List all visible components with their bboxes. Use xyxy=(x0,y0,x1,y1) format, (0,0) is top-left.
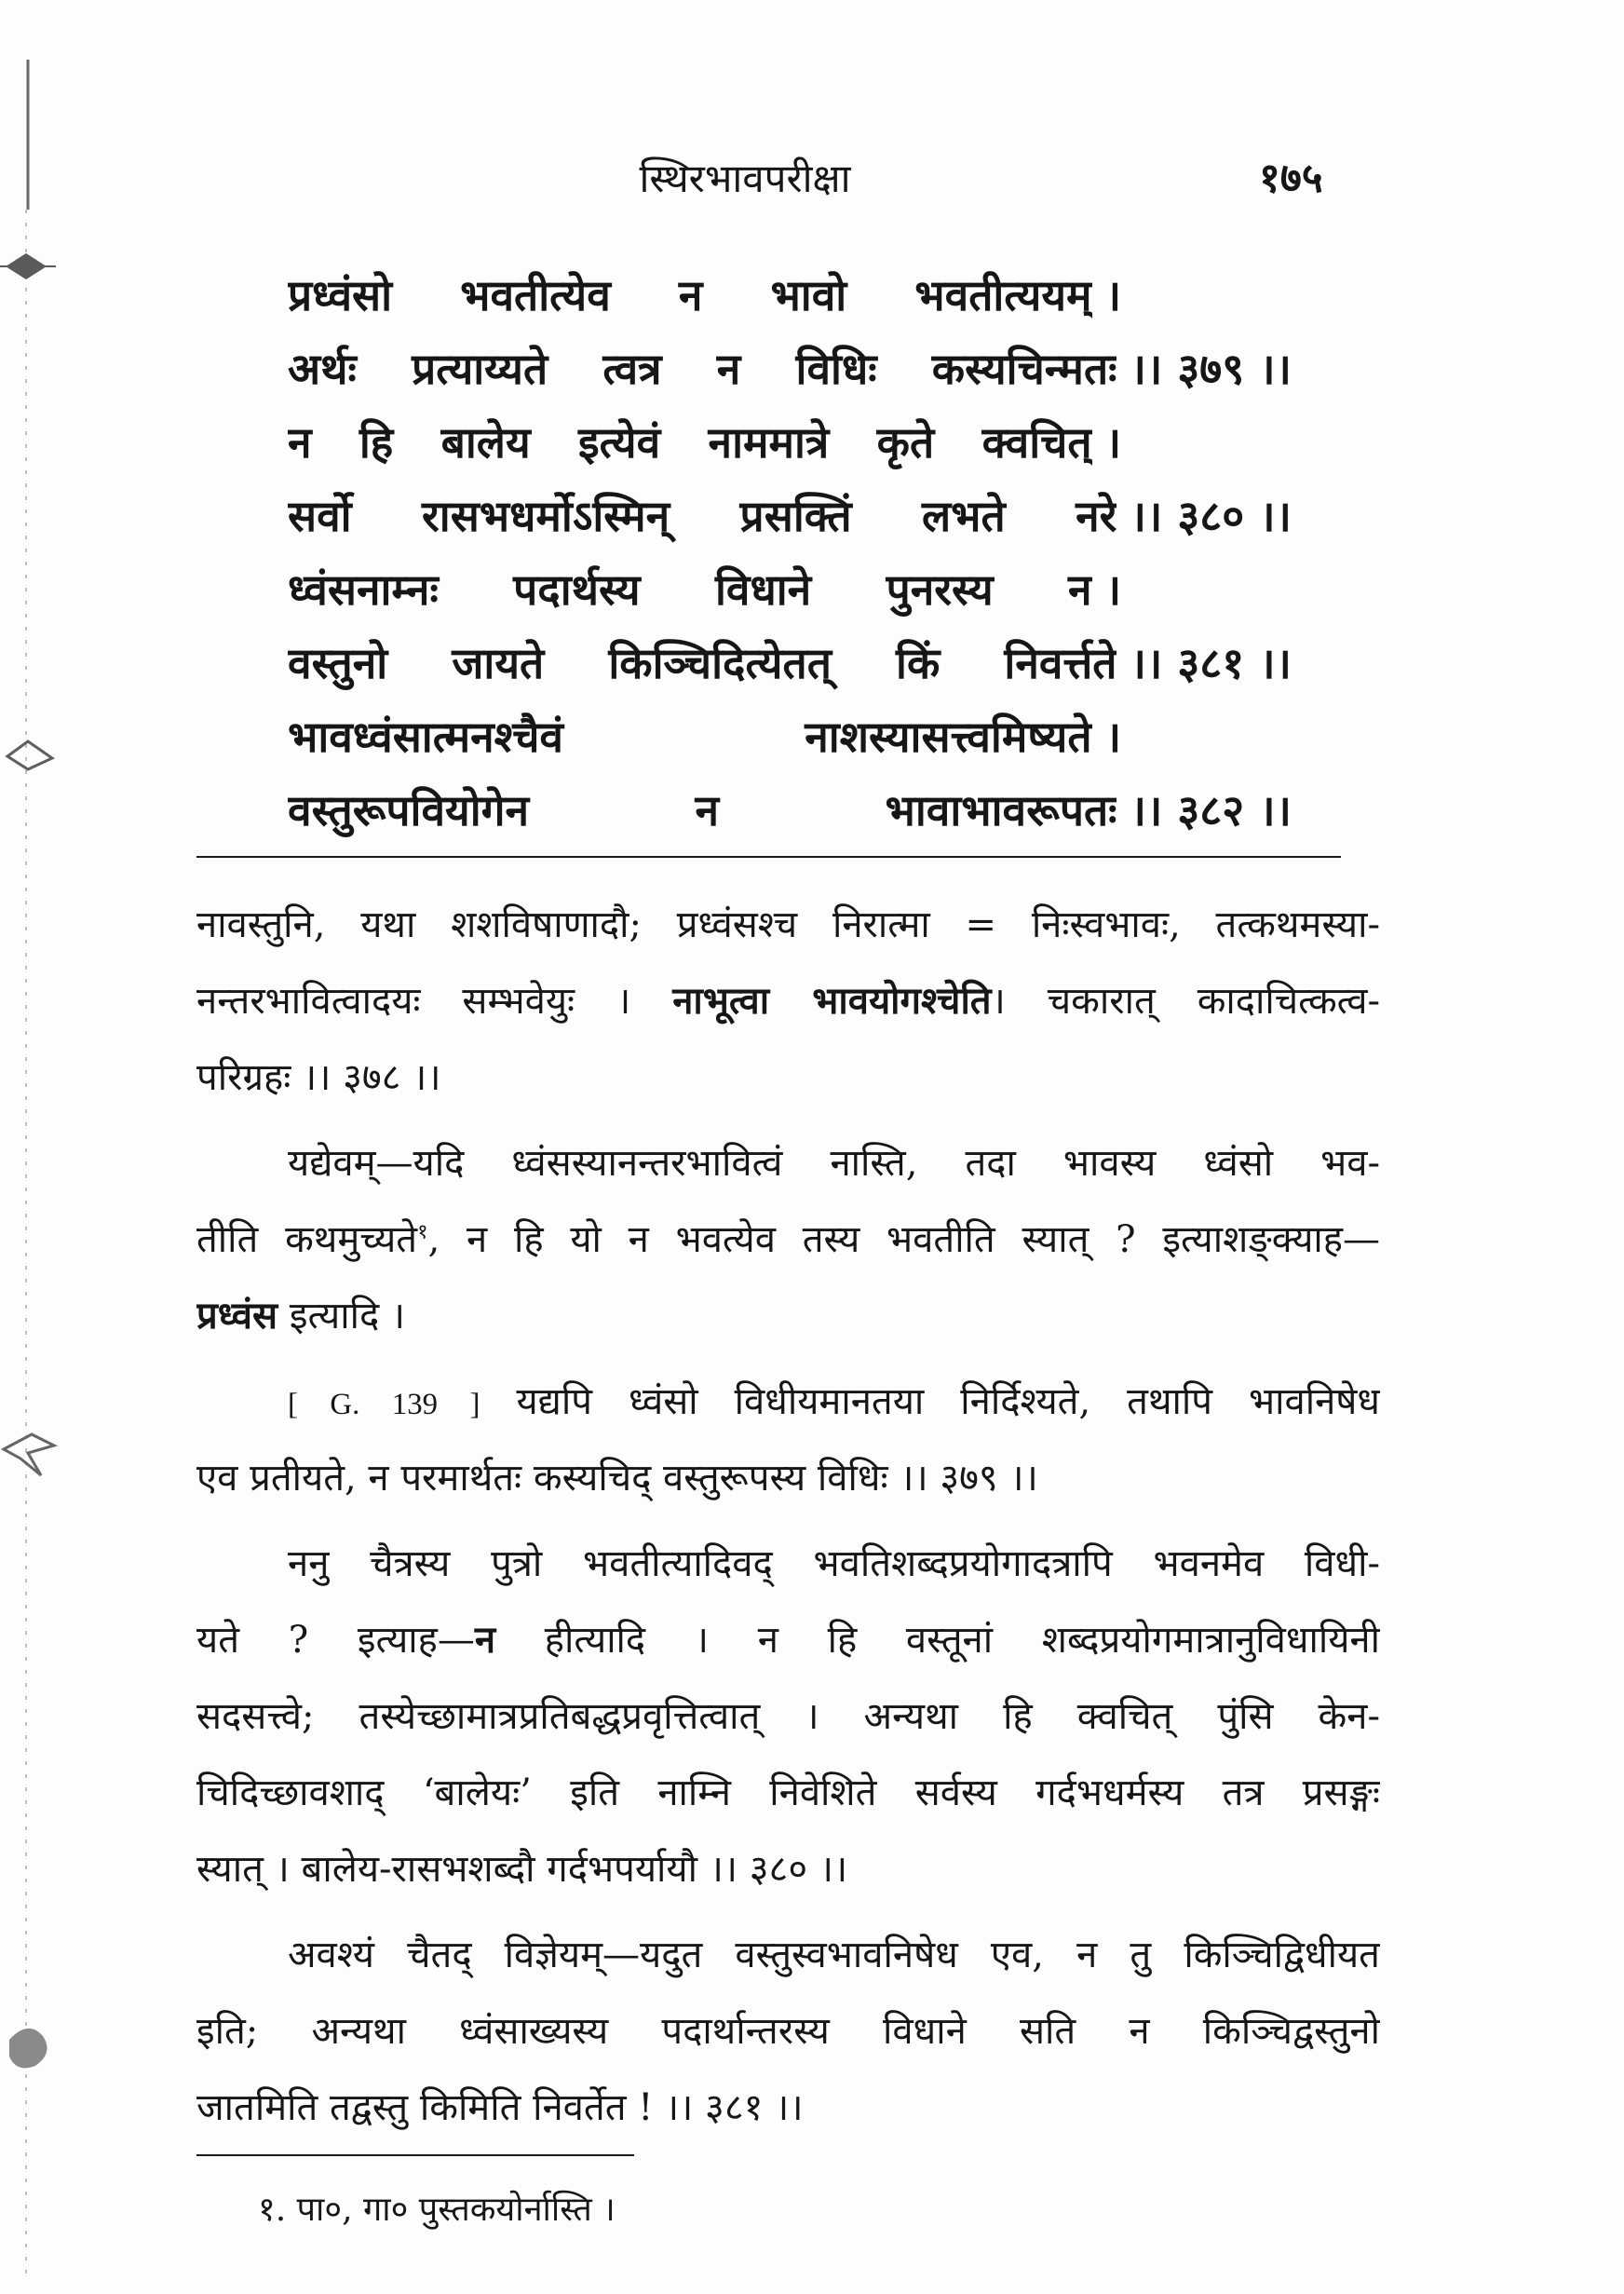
verse-line xyxy=(288,333,1292,406)
verse-divider-rule xyxy=(196,856,1341,858)
verse-block xyxy=(288,259,1292,848)
commentary-line xyxy=(196,1278,1380,1354)
commentary-line: स्यात् । बालेय-रासभशब्दौ गर्दभपर्यायौ ।। ३८० ।। xyxy=(196,1848,848,1891)
verse-end-mark: । xyxy=(1104,270,1121,320)
commentary-line: नावस्तुनि, यथा शशविषाणादौ; प्रध्वंसश्च निरात्मा = निःस्वभावः, तत्कथमस्या- xyxy=(196,903,1380,946)
emphasized-text: प्रध्वंस xyxy=(196,1294,278,1337)
commentary-text: यद्यपि ध्वंसो विधीयमानतया निर्दिश्यते, तथापि भावनिषेध xyxy=(516,1380,1380,1423)
commentary-line xyxy=(196,1602,1380,1678)
commentary-line xyxy=(196,963,1380,1039)
commentary-line: जातमिति तद्वस्तु किमिति निवर्तेत ! ।। ३८१ ।। xyxy=(196,2086,804,2129)
commentary-paragraph xyxy=(196,1917,1380,2146)
footnote-marker: १ xyxy=(417,1220,428,1244)
verse-end-mark: । xyxy=(1104,564,1121,615)
verse-number: ।। ३८० ।। xyxy=(1130,491,1292,541)
commentary-line: चिदिच्छावशाद् ‘बालेयः’ इति नाम्नि निवेशिते सर्वस्य गर्दभधर्मस्य तत्र प्रसङ्गः xyxy=(196,1771,1380,1814)
verse-end-mark: । xyxy=(1104,712,1121,762)
verse-text: सर्वो रासभधर्मोऽस्मिन् प्रसक्तिं लभते नरे xyxy=(288,491,1117,541)
verse-text: वस्तुरूपवियोगेन न भावाभावरूपतः xyxy=(288,785,1117,835)
commentary-line xyxy=(288,1364,1380,1440)
commentary-line: ननु चैत्रस्य पुत्रो भवतीत्यादिवद् भवतिशब्दप्रयोगादत्रापि भवनमेव विधी- xyxy=(288,1542,1380,1585)
commentary-text: , न हि यो न भवत्येव तस्य भवतीति स्यात् ? इत्याशङ्क्याह— xyxy=(427,1218,1380,1261)
commentary-text: हीत्यादि । न हि वस्तूनां शब्दप्रयोगमात्रानुविधायिनी xyxy=(544,1619,1380,1662)
commentary-text: । चकारात् कादाचित्कत्व- xyxy=(991,980,1380,1023)
verse-line xyxy=(288,406,1121,480)
footnote-rule xyxy=(196,2154,634,2156)
scan-margin-artifact xyxy=(0,0,84,2294)
commentary-paragraph xyxy=(196,1364,1380,1516)
commentary-text: यते ? इत्याह— xyxy=(196,1619,475,1662)
commentary-text: नन्तरभावित्वादयः सम्भवेयुः । xyxy=(196,980,631,1023)
verse-text: ध्वंसनाम्नः पदार्थस्य विधाने पुनरस्य न xyxy=(288,564,1092,615)
verse-line xyxy=(288,700,1121,774)
verse-text: प्रध्वंसो भवतीत्येव न भावो भवतीत्ययम् xyxy=(288,270,1092,320)
verse-number: ।। ३७९ ।। xyxy=(1130,344,1292,394)
verse-text: न हि बालेय इत्येवं नाममात्रे कृते क्वचित् xyxy=(288,417,1092,468)
commentary-text: इत्यादि । xyxy=(289,1295,406,1337)
commentary-line: सदसत्त्वे; तस्येच्छामात्रप्रतिबद्धप्रवृत्तित्वात् । अन्यथा हि क्वचित् पुंसि केन- xyxy=(196,1695,1380,1738)
running-header-title: स्थिरभावपरीक्षा xyxy=(639,156,851,201)
folio-reference: [ G. 139 ] xyxy=(288,1388,480,1421)
verse-number: ।। ३८१ ।। xyxy=(1130,638,1292,688)
verse-end-mark: । xyxy=(1104,417,1121,468)
commentary-line xyxy=(196,1201,1380,1278)
commentary-line: अवश्यं चैतद् विज्ञेयम्—यदुत वस्तुस्वभावनिषेध एव, न तु किञ्चिद्विधीयत xyxy=(288,1934,1380,1976)
verse-text: अर्थः प्रत्याय्यते त्वत्र न विधिः कस्यचिन्मतः xyxy=(288,344,1117,394)
footnote: १. पा०, गा० पुस्तकयोर्नास्ति । xyxy=(258,2191,616,2229)
verse-number: ।। ३८२ ।। xyxy=(1130,785,1292,835)
commentary-paragraph xyxy=(196,887,1380,1116)
page-number: १७५ xyxy=(1259,155,1323,202)
commentary-line: यद्येवम्—यदि ध्वंसस्यानन्तरभावित्वं नास्ति, तदा भावस्य ध्वंसो भव- xyxy=(288,1142,1380,1185)
verse-line xyxy=(288,553,1121,627)
commentary-paragraph xyxy=(196,1125,1380,1354)
commentary-text: तीति कथमुच्यते xyxy=(196,1218,418,1261)
commentary-line: एव प्रतीयते, न परमार्थतः कस्यचिद् वस्तुरूपस्य विधिः ।। ३७९ ।। xyxy=(196,1457,1038,1500)
emphasized-text: नाभूत्वा भावयोगश्चेति xyxy=(672,979,992,1023)
commentary-block xyxy=(196,887,1380,2155)
emphasized-text: न xyxy=(474,1618,496,1662)
commentary-paragraph xyxy=(196,1526,1380,1907)
verse-line xyxy=(288,627,1292,700)
verse-line xyxy=(288,480,1292,553)
verse-text: भावध्वंसात्मनश्चैवं नाशस्यासत्त्वमिष्यते xyxy=(288,712,1092,762)
verse-line xyxy=(288,774,1292,848)
commentary-line: परिग्रहः ।। ३७८ ।। xyxy=(196,1056,441,1099)
verse-text: वस्तुनो जायते किञ्चिदित्येतत् किं निवर्त्तते xyxy=(288,638,1117,688)
commentary-line: इति; अन्यथा ध्वंसाख्यस्य पदार्थान्तरस्य विधाने सति न किञ्चिद्वस्तुनो xyxy=(196,2010,1380,2053)
verse-line xyxy=(288,259,1121,333)
